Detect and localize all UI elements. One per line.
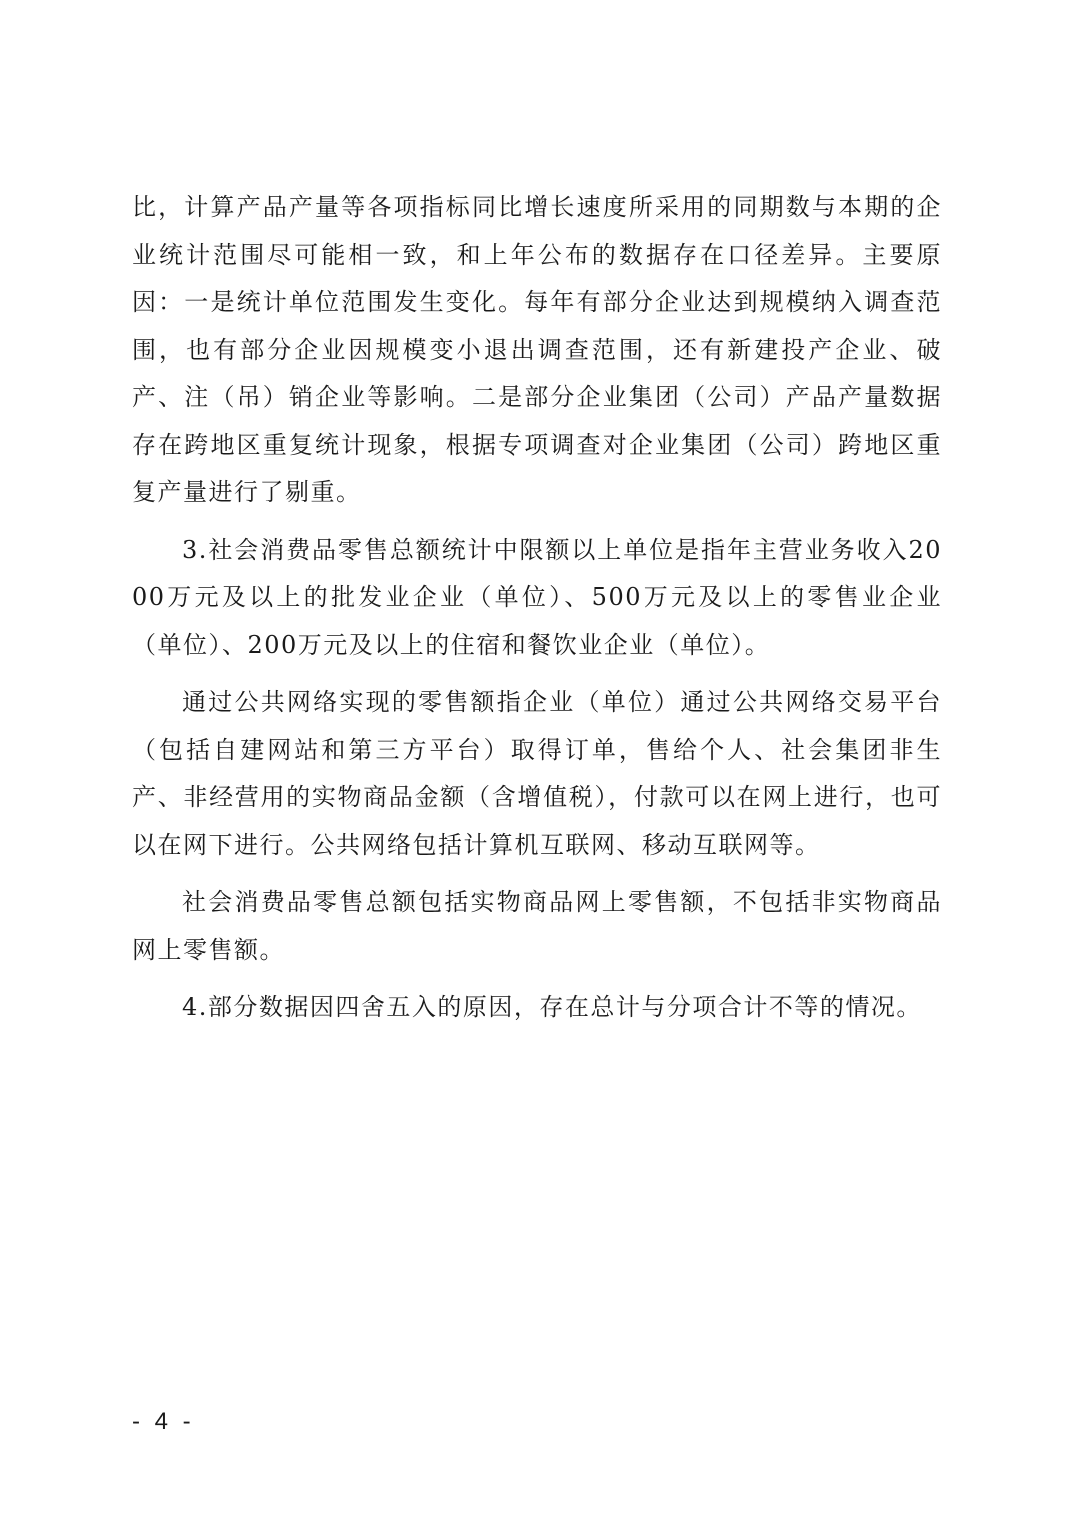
paragraph-online-retail: 通过公共网络实现的零售额指企业（单位）通过公共网络交易平台（包括自建网站和第三方平台）取得订单，售给个人、社会集团非生产、非经营用的实物商品金额（含增值税），付款可以在网上进行，也可以在网下进行。公共网络包括计算机互联网、移动互联网等。 xyxy=(132,688,942,859)
document-body xyxy=(132,184,942,1032)
paragraph-continuation: 比，计算产品产量等各项指标同比增长速度所采用的同期数与本期的企业统计范围尽可能相一致，和上年公布的数据存在口径差异。主要原因：一是统计单位范围发生变化。每年有部分企业达到规模纳入调查范围，也有部分企业因规模变小退出调查范围，还有新建投产企业、破产、注（吊）销企业等影响。二是部分企业集团（公司）产品产量数据存在跨地区重复统计现象，根据专项调查对企业集团（公司）跨地区重复产量进行了剔重。 xyxy=(132,193,942,506)
paragraph-retail-scope: 社会消费品零售总额包括实物商品网上零售额，不包括非实物商品网上零售额。 xyxy=(132,888,942,964)
paragraph-note-3: 3.社会消费品零售总额统计中限额以上单位是指年主营业务收入2000万元及以上的批发业企业（单位）、500万元及以上的零售业企业（单位）、200万元及以上的住宿和餐饮业企业（单位）。 xyxy=(132,535,942,659)
page-number: - 4 - xyxy=(132,1408,195,1435)
paragraph-note-4: 4.部分数据因四舍五入的原因，存在总计与分项合计不等的情况。 xyxy=(182,993,922,1021)
